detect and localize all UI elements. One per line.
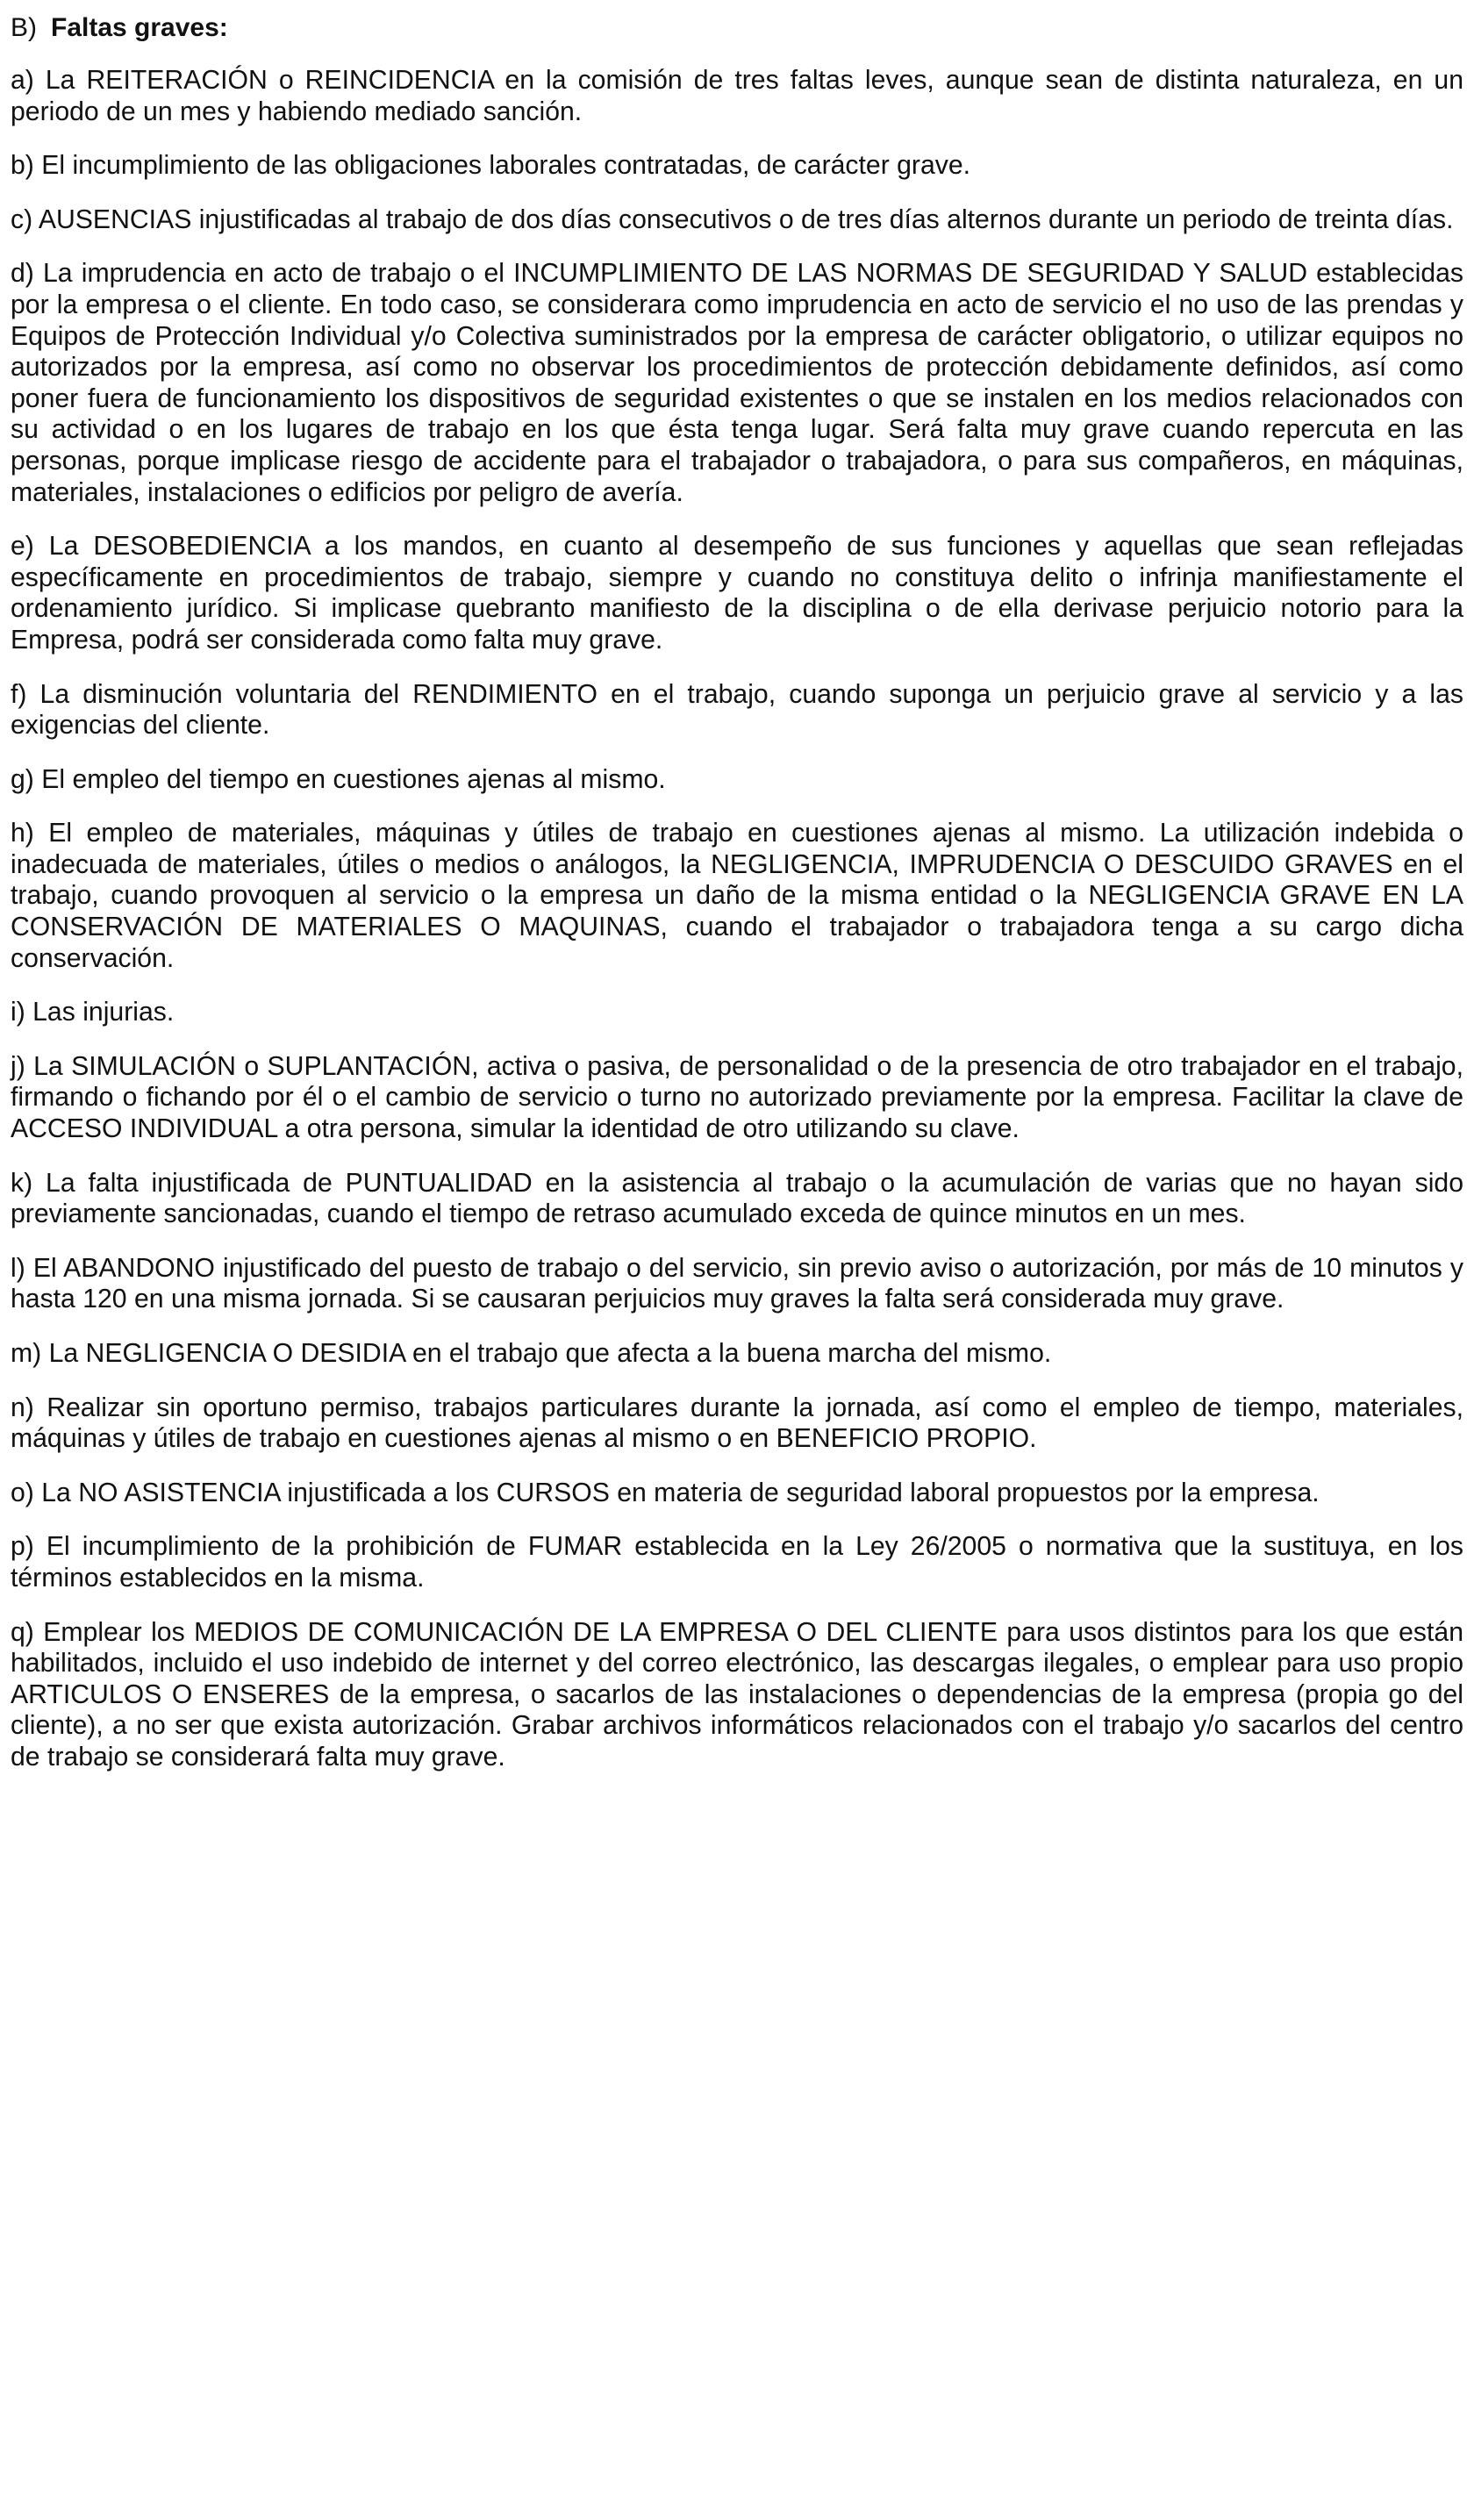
- item-a: a) La REITERACIÓN o REINCIDENCIA en la comisión de tres faltas leves, aunque sean de distinta naturaleza, en un periodo de un mes y habiendo mediado sanción.: [11, 66, 1463, 126]
- item-h: h) El empleo de materiales, máquinas y útiles de trabajo en cuestiones ajenas al mismo. La utilización indebida o inadecuada de materiales, útiles o medios o análogos, la NEGLIGENCIA, IMPRUDENCIA O DESCUIDO GRAVES en el trabajo, cuando provoquen al servicio o la empresa un daño de la misma entidad o la NEGLIGENCIA GRAVE EN LA CONSERVACIÓN DE MATERIALES O MAQUINAS, cuando el trabajador o trabajadora tenga a su cargo dicha conservación.: [11, 819, 1463, 973]
- section-title: Faltas graves:: [51, 13, 228, 42]
- item-i: i) Las injurias.: [11, 998, 175, 1027]
- item-e: e) La DESOBEDIENCIA a los mandos, en cuanto al desempeño de sus funciones y aquellas que sean reflejadas específicamente en procedimientos de trabajo, siempre y cuando no constituya delito o infrinja manifiestamente el ordenamiento jurídico. Si implicase quebranto manifiesto de la disciplina o de ella derivase perjuicio notorio para la Empresa, podrá ser considerada como falta muy grave.: [11, 532, 1463, 655]
- item-c: c) AUSENCIAS injustificadas al trabajo de dos días consecutivos o de tres días alternos durante un periodo de treinta días.: [11, 204, 1454, 234]
- item-o: o) La NO ASISTENCIA injustificada a los CURSOS en materia de seguridad laboral propuestos por la empresa.: [11, 1478, 1320, 1507]
- item-l: l) El ABANDONO injustificado del puesto de trabajo o del servicio, sin previo aviso o autorización, por más de 10 minutos y hasta 120 en una misma jornada. Si se causaran perjuicios muy graves la falta será considerada muy grave.: [11, 1253, 1463, 1314]
- item-j: j) La SIMULACIÓN o SUPLANTACIÓN, activa o pasiva, de personalidad o de la presencia de otro trabajador en el trabajo, firmando o fichando por él o el cambio de servicio o turno no autorizado previamente por la empresa. Facilitar la clave de ACCESO INDIVIDUAL a otra persona, simular la identidad de otro utilizando su clave.: [11, 1051, 1463, 1144]
- item-b: b) El incumplimiento de las obligaciones laborales contratadas, de carácter grave.: [11, 151, 971, 181]
- item-n: n) Realizar sin oportuno permiso, trabajos particulares durante la jornada, así como el empleo de tiempo, materiales, máquinas y útiles de trabajo en cuestiones ajenas al mismo o en BENEFICIO PROPIO.: [11, 1392, 1463, 1454]
- item-q: q) Emplear los MEDIOS DE COMUNICACIÓN DE LA EMPRESA O DEL CLIENTE para usos distintos para los que están habilitados, incluido el uso indebido de internet y del correo electrónico, las descargas ilegales, o emplear para uso propio ARTICULOS O ENSERES de la empresa, o sacarlos de las instalaciones o dependencias de la empresa (propia go del cliente), a no ser que exista autorización. Grabar archivos informáticos relacionados con el trabajo y/o sacarlos del centro de trabajo se considerará falta muy grave.: [11, 1617, 1463, 1772]
- item-p: p) El incumplimiento de la prohibición de FUMAR establecida en la Ley 26/2005 o normativa que la sustituya, en los términos establecidos en la misma.: [11, 1532, 1463, 1593]
- item-d: d) La imprudencia en acto de trabajo o el INCUMPLIMIENTO DE LAS NORMAS DE SEGURIDAD Y SALUD establecidas por la empresa o el cliente. En todo caso, se considerara como imprudencia en acto de servicio el no uso de las prendas y Equipos de Protección Individual y/o Colectiva suministrados por la empresa de carácter obligatorio, o utilizar equipos no autorizados por la empresa, así como no observar los procedimientos de protección debidamente definidos, así como poner fuera de funcionamiento los dispositivos de seguridad existentes o que se instalen en los medios relacionados con su actividad o en los lugares de trabajo en los que ésta tenga lugar. Será falta muy grave cuando repercuta en las personas, porque implicase riesgo de accidente para el trabajador o trabajadora, o para sus compañeros, en máquinas, materiales, instalaciones o edificios por peligro de avería.: [11, 259, 1463, 507]
- section-letter: B): [11, 13, 37, 42]
- item-k: k) La falta injustificada de PUNTUALIDAD en la asistencia al trabajo o la acumulación de varias que no hayan sido previamente sancionadas, cuando el tiempo de retraso acumulado exceda de quince minutos en un mes.: [11, 1168, 1463, 1229]
- item-g: g) El empleo del tiempo en cuestiones ajenas al mismo.: [11, 764, 666, 794]
- section-heading: [11, 12, 1463, 44]
- item-f: f) La disminución voluntaria del RENDIMIENTO en el trabajo, cuando suponga un perjuicio grave al servicio y a las exigencias del cliente.: [11, 679, 1463, 741]
- item-m: m) La NEGLIGENCIA O DESIDIA en el trabajo que afecta a la buena marcha del mismo.: [11, 1339, 1052, 1368]
